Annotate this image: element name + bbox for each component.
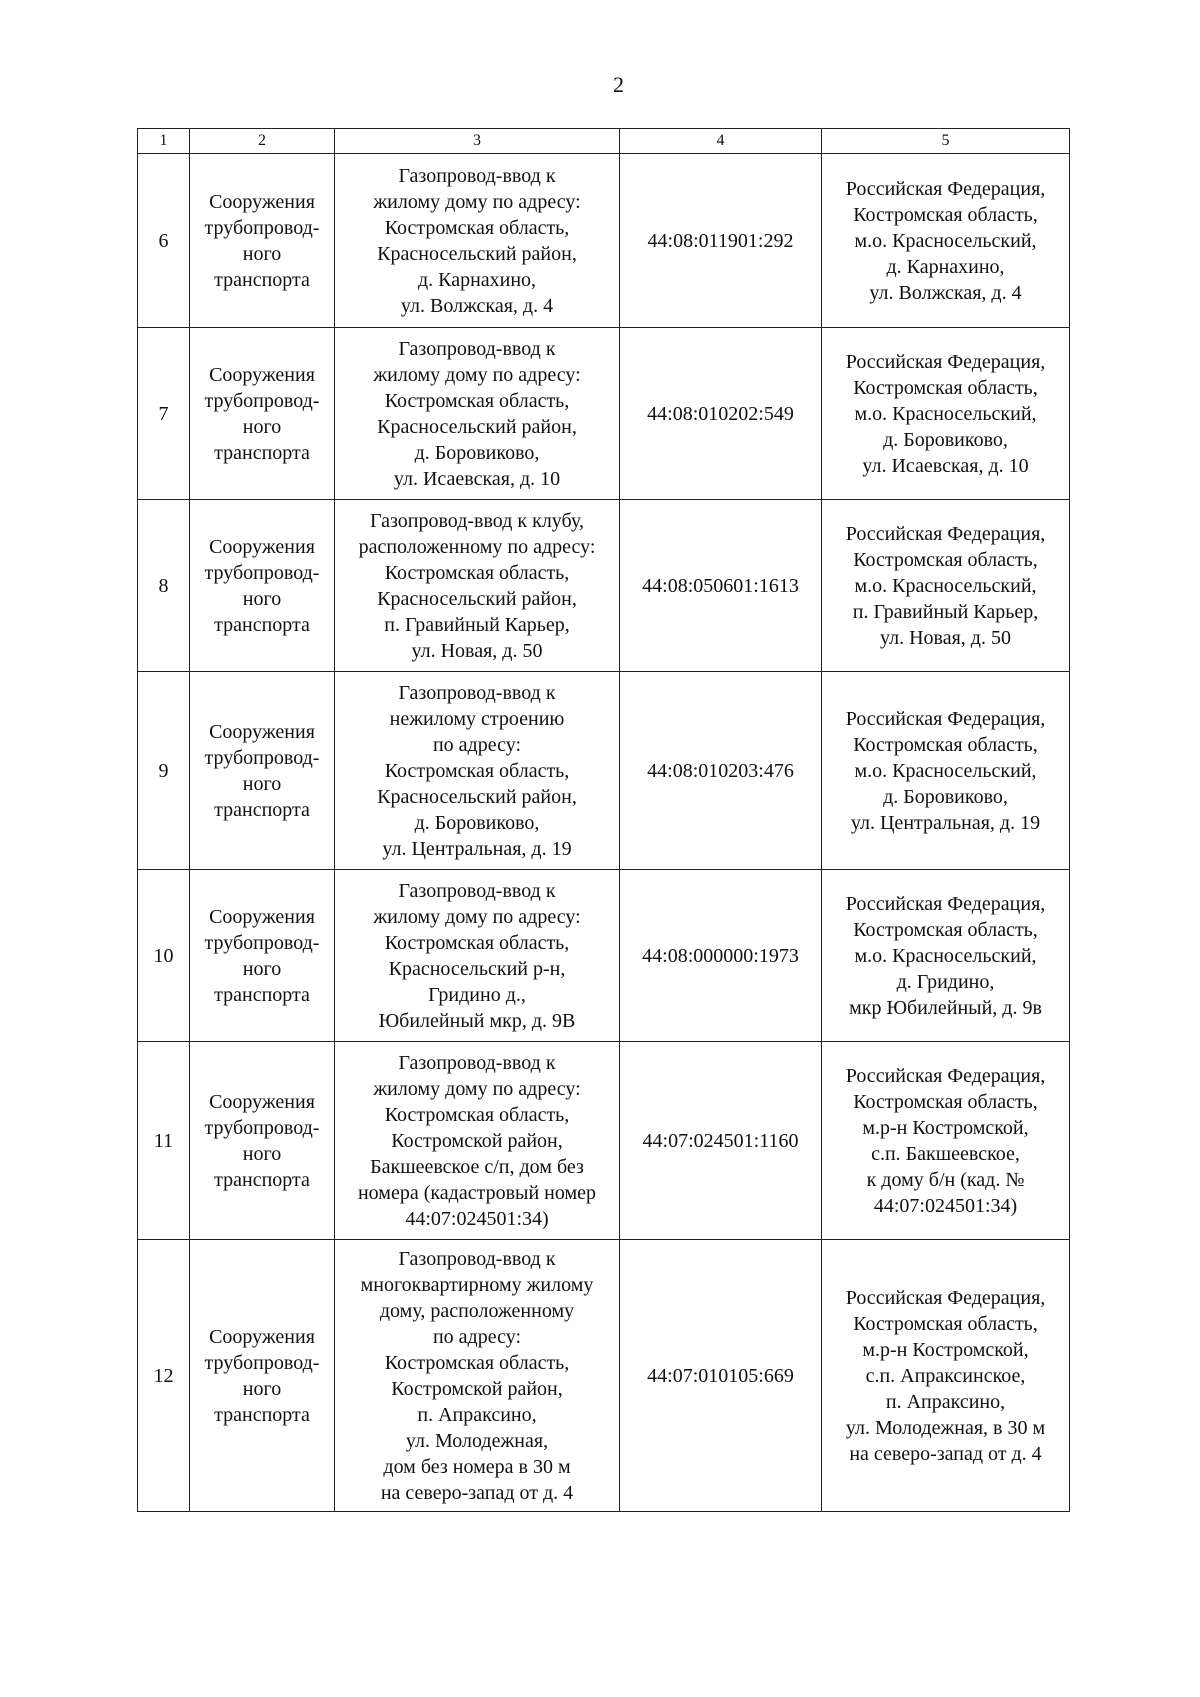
name-line: Красносельский район, <box>377 785 577 808</box>
header-cell-5: 5 <box>822 129 1070 154</box>
name-line: ул. Молодежная, <box>405 1429 549 1452</box>
address-line: Костромская область, <box>853 376 1038 399</box>
address-line: к дому б/н (кад. № <box>866 1168 1025 1191</box>
address-line: м.р-н Костромской, <box>862 1116 1029 1139</box>
name-line: Костромская область, <box>384 759 570 782</box>
type-line: транспорта <box>214 1403 310 1426</box>
address-line: Российская Федерация, <box>845 1286 1046 1309</box>
name-line: Костромская область, <box>384 389 570 412</box>
type-line: трубопровод- <box>204 746 320 769</box>
name-line: Костромская область, <box>384 1103 570 1126</box>
name-line: Красносельский р-н, <box>388 957 566 980</box>
row-number-cell: 11 <box>138 1042 190 1240</box>
name-line: 44:07:024501:34) <box>405 1207 549 1230</box>
type-line: Сооружения <box>209 1090 315 1113</box>
cadastral-number-cell: 44:07:024501:1160 <box>620 1042 822 1240</box>
address-line: Российская Федерация, <box>845 522 1046 545</box>
object-type-cell <box>190 500 335 672</box>
type-line: трубопровод- <box>204 1116 320 1139</box>
address-line: Костромская область, <box>853 203 1038 226</box>
name-line: Костромская область, <box>384 216 570 239</box>
object-name-cell <box>335 500 620 672</box>
name-line: д. Карнахино, <box>417 268 537 291</box>
type-line: ного <box>242 587 282 610</box>
address-line: Костромская область, <box>853 918 1038 941</box>
address-line: п. Гравийный Карьер, <box>852 600 1039 623</box>
name-line: Костромской район, <box>391 1377 563 1400</box>
address-line: п. Апраксино, <box>885 1390 1006 1413</box>
table-row <box>138 1042 1070 1240</box>
address-line: на северо-запад от д. 4 <box>849 1442 1042 1465</box>
address-line: с.п. Бакшеевское, <box>871 1142 1020 1165</box>
table-row <box>138 328 1070 500</box>
type-line: транспорта <box>214 268 310 291</box>
name-line: Газопровод-ввод к <box>398 164 556 187</box>
cadastral-number-cell: 44:07:010105:669 <box>620 1240 822 1512</box>
name-line: Газопровод-ввод к <box>398 879 556 902</box>
header-row <box>138 129 1070 154</box>
name-line: п. Гравийный Карьер, <box>384 613 570 636</box>
type-line: Сооружения <box>209 535 315 558</box>
table-row <box>138 672 1070 870</box>
object-name-cell <box>335 154 620 328</box>
name-line: ул. Новая, д. 50 <box>411 639 543 662</box>
type-line: ного <box>242 242 282 265</box>
type-line: ного <box>242 415 282 438</box>
row-number-cell: 9 <box>138 672 190 870</box>
cadastral-number-cell: 44:08:010203:476 <box>620 672 822 870</box>
type-line: трубопровод- <box>204 561 320 584</box>
type-line: ного <box>242 1377 282 1400</box>
type-line: трубопровод- <box>204 216 320 239</box>
address-line: д. Карнахино, <box>886 255 1005 278</box>
name-line: Газопровод-ввод к <box>398 337 556 360</box>
type-line: Сооружения <box>209 1325 315 1348</box>
name-line: ул. Исаевская, д. 10 <box>393 467 561 490</box>
object-name-cell <box>335 1042 620 1240</box>
address-line: Российская Федерация, <box>845 350 1046 373</box>
address-line: Костромская область, <box>853 548 1038 571</box>
name-line: п. Апраксино, <box>417 1403 537 1426</box>
address-cell <box>822 870 1070 1042</box>
object-name-cell <box>335 870 620 1042</box>
object-type-cell <box>190 672 335 870</box>
name-line: Красносельский район, <box>377 415 577 438</box>
object-type-cell <box>190 1042 335 1240</box>
name-line: по адресу: <box>432 733 522 756</box>
name-line: дому, расположенному <box>379 1299 575 1322</box>
object-type-cell <box>190 870 335 1042</box>
address-line: м.о. Красносельский, <box>854 229 1037 252</box>
address-line: ул. Молодежная, в 30 м <box>845 1416 1046 1439</box>
address-cell <box>822 672 1070 870</box>
type-line: Сооружения <box>209 720 315 743</box>
name-line: Костромская область, <box>384 931 570 954</box>
name-line: ул. Волжская, д. 4 <box>400 294 554 317</box>
table-row <box>138 870 1070 1042</box>
table-row <box>138 1240 1070 1512</box>
type-line: Сооружения <box>209 190 315 213</box>
address-line: 44:07:024501:34) <box>873 1194 1018 1217</box>
address-line: Костромская область, <box>853 733 1038 756</box>
object-type-cell <box>190 154 335 328</box>
registry-table <box>137 128 1070 1512</box>
header-cell-4: 4 <box>620 129 822 154</box>
type-line: транспорта <box>214 1168 310 1191</box>
name-line: нежилому строению <box>389 707 565 730</box>
name-line: Юбилейный мкр, д. 9В <box>378 1009 576 1032</box>
type-line: ного <box>242 772 282 795</box>
address-line: м.о. Красносельский, <box>854 574 1037 597</box>
name-line: Красносельский район, <box>377 242 577 265</box>
address-cell <box>822 328 1070 500</box>
cadastral-number-cell: 44:08:010202:549 <box>620 328 822 500</box>
name-line: Костромская область, <box>384 1351 570 1374</box>
name-line: Газопровод-ввод к <box>398 1247 556 1270</box>
address-cell <box>822 1042 1070 1240</box>
name-line: Газопровод-ввод к <box>398 1051 556 1074</box>
header-cell-1: 1 <box>138 129 190 154</box>
name-line: дом без номера в 30 м <box>383 1455 571 1478</box>
name-line: жилому дому по адресу: <box>373 190 581 213</box>
table-row <box>138 500 1070 672</box>
header-cell-2: 2 <box>190 129 335 154</box>
address-line: д. Боровиково, <box>883 785 1008 808</box>
address-line: ул. Центральная, д. 19 <box>850 811 1041 834</box>
row-number-cell: 7 <box>138 328 190 500</box>
address-line: ул. Новая, д. 50 <box>880 626 1011 649</box>
address-cell <box>822 1240 1070 1512</box>
address-line: Костромская область, <box>853 1090 1038 1113</box>
object-name-cell <box>335 328 620 500</box>
name-line: Газопровод-ввод к клубу, <box>370 509 584 532</box>
address-cell <box>822 154 1070 328</box>
name-line: д. Боровиково, <box>414 811 540 834</box>
name-line: жилому дому по адресу: <box>373 363 581 386</box>
name-line: д. Боровиково, <box>414 441 540 464</box>
type-line: транспорта <box>214 441 310 464</box>
object-name-cell <box>335 672 620 870</box>
name-line: Газопровод-ввод к <box>398 681 556 704</box>
address-line: ул. Исаевская, д. 10 <box>862 454 1029 477</box>
row-number-cell: 12 <box>138 1240 190 1512</box>
address-line: Костромская область, <box>853 1312 1038 1335</box>
address-line: ул. Волжская, д. 4 <box>869 281 1022 304</box>
table-row <box>138 154 1070 328</box>
cadastral-number-cell: 44:08:011901:292 <box>620 154 822 328</box>
type-line: трубопровод- <box>204 389 320 412</box>
object-name-cell <box>335 1240 620 1512</box>
address-line: д. Гридино, <box>896 970 995 993</box>
row-number-cell: 8 <box>138 500 190 672</box>
name-line: по адресу: <box>432 1325 522 1348</box>
object-type-cell <box>190 1240 335 1512</box>
object-type-cell <box>190 328 335 500</box>
type-line: трубопровод- <box>204 931 320 954</box>
address-line: с.п. Апраксинское, <box>865 1364 1026 1387</box>
address-line: Российская Федерация, <box>845 1064 1046 1087</box>
row-number-cell: 10 <box>138 870 190 1042</box>
header-cell-3: 3 <box>335 129 620 154</box>
address-line: м.р-н Костромской, <box>862 1338 1029 1361</box>
type-line: Сооружения <box>209 905 315 928</box>
address-line: м.о. Красносельский, <box>854 944 1037 967</box>
page-number: 2 <box>613 72 624 97</box>
name-line: жилому дому по адресу: <box>373 905 581 928</box>
name-line: ул. Центральная, д. 19 <box>382 837 572 860</box>
address-cell <box>822 500 1070 672</box>
name-line: Гридино д., <box>428 983 526 1006</box>
table-body <box>138 129 1070 1512</box>
name-line: Костромская область, <box>384 561 570 584</box>
address-line: Российская Федерация, <box>845 892 1046 915</box>
name-line: Бакшеевское с/п, дом без <box>370 1155 584 1178</box>
name-line: Костромской район, <box>391 1129 563 1152</box>
type-line: транспорта <box>214 798 310 821</box>
address-line: мкр Юбилейный, д. 9в <box>849 996 1042 1019</box>
type-line: ного <box>242 957 282 980</box>
name-line: расположенному по адресу: <box>358 535 596 558</box>
name-line: Красносельский район, <box>377 587 577 610</box>
type-line: трубопровод- <box>204 1351 320 1374</box>
name-line: номера (кадастровый номер <box>357 1181 597 1204</box>
cadastral-number-cell: 44:08:000000:1973 <box>620 870 822 1042</box>
cadastral-number-cell: 44:08:050601:1613 <box>620 500 822 672</box>
type-line: Сооружения <box>209 363 315 386</box>
name-line: многоквартирному жилому <box>360 1273 594 1296</box>
address-line: д. Боровиково, <box>883 428 1008 451</box>
name-line: на северо-запад от д. 4 <box>380 1481 574 1504</box>
name-line: жилому дому по адресу: <box>373 1077 581 1100</box>
address-line: м.о. Красносельский, <box>854 402 1037 425</box>
type-line: ного <box>242 1142 282 1165</box>
address-line: Российская Федерация, <box>845 707 1046 730</box>
address-line: м.о. Красносельский, <box>854 759 1037 782</box>
address-line: Российская Федерация, <box>845 177 1046 200</box>
type-line: транспорта <box>214 983 310 1006</box>
type-line: транспорта <box>214 613 310 636</box>
row-number-cell: 6 <box>138 154 190 328</box>
